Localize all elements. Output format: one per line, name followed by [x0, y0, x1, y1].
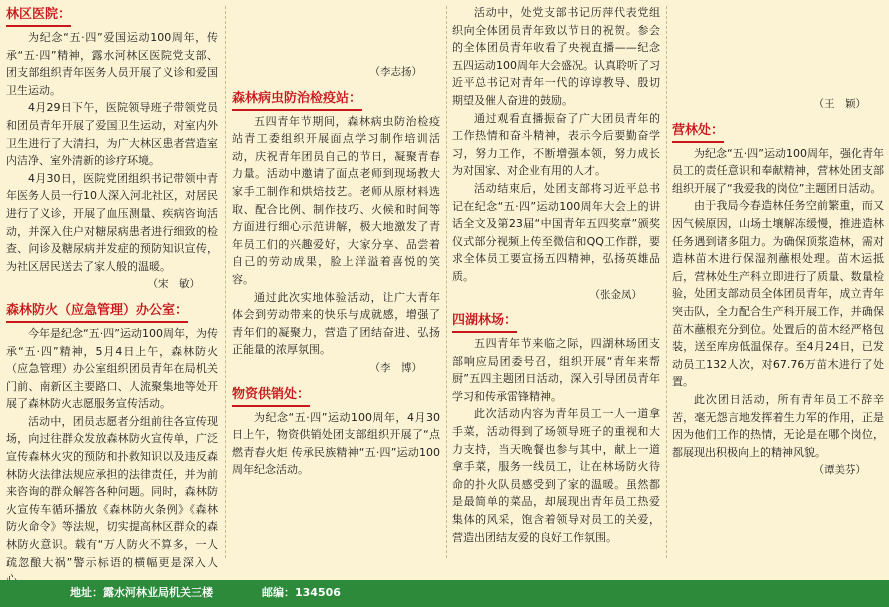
article-paragraph: 五四青年节来临之际，四湖林场团支部响应局团委号召，组织开展“青年来帮厨”五四主题团日活动，深入引导团员青年学习和传承雷锋精神。 [452, 337, 660, 403]
article-author: （宋 敏） [147, 278, 200, 291]
section-title-sihu-farm: 四湖林场： [452, 312, 517, 333]
section-title-supply-office: 物资供销处： [232, 386, 310, 407]
column-4 [672, 4, 884, 564]
article-paragraph: 4月30日，医院党团组织书记带领中青年医务人员一行10人深入河北社区，对居民进行了义诊，开展了血压测量、疾病咨询活动，并深入住户对糖尿病患者进行细致的检查、问诊及糖尿病并发症的预防知识宣传，为社区居民送去了家人般的温暖。 [6, 171, 218, 273]
article-paragraph: 通过观看直播振奋了广大团员青年的工作热情和奋斗精神，表示今后要勤奋学习，努力工作，不断增强本领，努力成长为对国家、对企业有用的人才。 [452, 111, 660, 178]
article-paragraph: 由于我局今春造林任务空前繁重，而又因气候原因，山场土壤解冻缓慢，推进造林任务遇到诸多阻力。为确保顶浆造林，需对造林苗木进行保湿剂蘸根处理。苗木运抵后，营林处生产科立即进行了质量、数量检验，处团支部动员全体团员青年，成立青年突击队，全力配合生产科开展工作，并确保苗木蘸根充分到位。处置后的苗木经严格包装，送至库房低温保存。至4月24日，已发动员工132人次，对67.76万苗木进行了处置。 [672, 199, 884, 389]
article-author: （谭美芬） [813, 464, 866, 477]
footer-address: 地址：露水河林业局机关三楼 [70, 586, 213, 599]
article-paragraph: 今年是纪念“五·四”运动100周年，为传承“五·四”精神，5月4日上午，森林防火（应急管理）办公室组织团员青年在局机关门前、南新区主要路口、人流聚集地等处开展了森林防火志愿服务宣传活动。 [6, 326, 218, 411]
article-paragraph: 活动结束后，处团支部将习近平总书记在纪念“五·四”运动100周年大会上的讲话全文及第23届“中国青年五四奖章”颁奖仪式部分视频上传至微信和QQ工作群，要求全体员工要宣扬五四精神，弘扬英雄品质。 [452, 181, 660, 283]
article-author: （李志扬） [369, 66, 422, 78]
article-paragraph: 活动中，团员志愿者分组前往各宣传现场，向过往群众发放森林防火宣传单，广泛宣传森林火灾的预防和扑救知识以及违反森林防火法律法规应承担的法律责任，并为前来咨询的群众解答各种问题。同时，森林防火宣传车循环播放《森林防火条例》《森林防火命令》等法规，切实提高林区群众的森林防火意识。载有“万人防火不算多，一人疏忽酿大祸”警示标语的横幅更是深入人 [6, 414, 218, 569]
article-paragraph: 活动中，处党支部书记历萍代表党组织向全体团员青年致以节日的祝贺。参会的全体团员青年收看了央视直播——纪念五四运动100周年大会盛况。认真聆听了习近平总书记对青年一代的谆谆教导、殷切期望及催人奋进的鼓励。 [452, 6, 660, 107]
section-title-pest-station: 森林病虫防治检疫站： [232, 90, 362, 111]
article-paragraph: 五四青年节期间，森林病虫防治检疫站青工委组织开展面点学习制作培训活动，庆祝青年团员自己的节日，凝聚青春力量。活动中邀请了面点老师到现场教大家手工制作和烘焙技艺。老师从原材料选取、配合比例、制作技巧、火候和时间等方面进行细心示范讲解，极大地激发了青年员工们的兴趣爱好，大家分享、品尝着自己的劳动成果，脸上洋溢着喜悦的笑容。 [232, 114, 440, 286]
article-author: （李 博） [369, 361, 422, 374]
article-paragraph: 为纪念“五·四”运动100周年，4月30日上午，物资供销处团支部组织开展了“点燃青春火炬 传承民族精神“五·四”运动100周年纪念活动。 [232, 410, 440, 477]
section-title-linqu-hospital: 林区医院： [6, 6, 71, 27]
article-paragraph: 为纪念“五·四”爱国运动100周年，传承“五·四”精神，露水河林区医院党支部、团支部组织青年医务人员开展了义诊和爱国卫生运动。 [6, 31, 218, 97]
footer-postcode: 邮编：134506 [262, 586, 341, 599]
article-paragraph: 4月29日下午，医院领导班子带领党员和团员青年开展了爱国卫生运动，对室内外卫生进行了大清扫，为广大林区患者营造室内洁净、室外清新的诊疗环境。 [6, 101, 218, 168]
article-paragraph: 通过此次实地体验活动，让广大青年体会到劳动带来的快乐与成就感，增强了青年们的凝聚力，营造了团结奋进、弘扬正能量的浓厚氛围。 [232, 290, 440, 357]
section-title-forestry-office: 营林处： [672, 122, 724, 143]
article-paragraph: 此次活动内容为青年员工一人一道拿手菜，活动得到了场领导班子的重视和大力支持，当天晚餐也参与其中，献上一道拿手菜，服务一线员工，让在林场防火待命的扑火队员感受到了家的温暖。虽然都是最简单的菜品，却展现出青年员工热爱集体的风采，饱含着领导对员工的关爱，营造出团结友爱的良好工作氛围。 [452, 407, 660, 544]
column-1 [6, 4, 218, 569]
article-paragraph: 为纪念“五·四”运动100周年，强化青年员工的责任意识和奉献精神，营林处团支部组织开展了“我爱我的岗位”主题团日活动。 [672, 146, 884, 195]
article-author: （王 颖） [813, 98, 866, 110]
footer-bar [0, 580, 889, 607]
column-divider [666, 6, 667, 558]
column-divider [225, 6, 226, 558]
article-paragraph: 此次团日活动，所有青年员工不辞辛苦，毫无怨言地发挥着生力军的作用，正是因为他们工作的热情，无论是在哪个岗位，都展现出积极向上的精神风貌。 [672, 392, 884, 459]
article-author: （张金凤） [589, 288, 642, 301]
section-title-fire-office: 森林防火（应急管理）办公室： [6, 302, 188, 323]
column-3 [452, 4, 660, 564]
column-divider [446, 6, 447, 558]
column-2 [232, 4, 440, 564]
